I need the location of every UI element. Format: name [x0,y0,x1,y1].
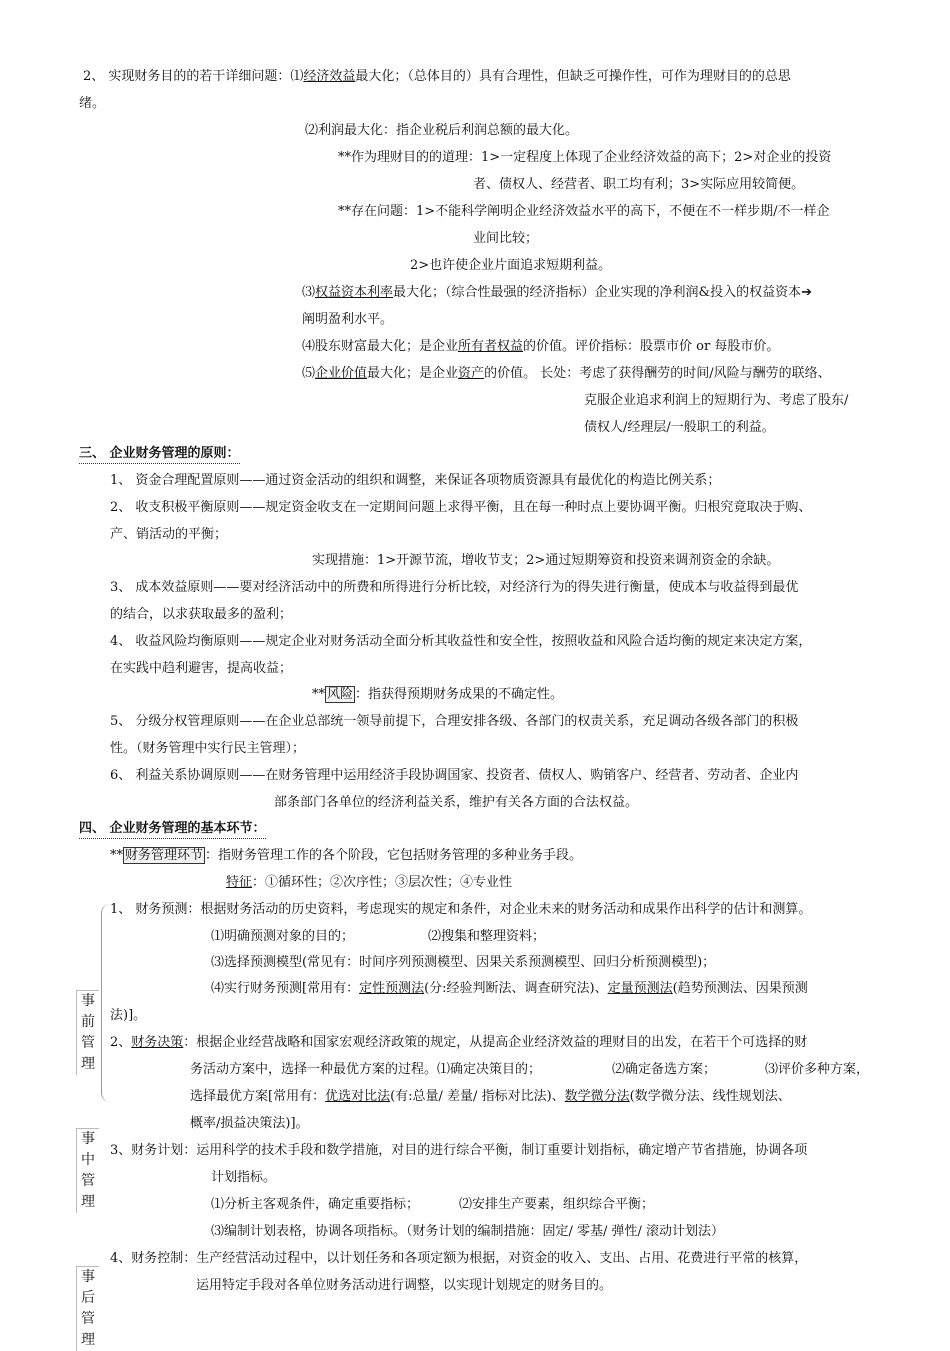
s3-p1: 1、 资金合理配置原则——通过资金活动的组织和调整，来保证各项物质资源具有最优化的构造比例关系； [110,473,721,488]
s4-item2: 2、财务决策：根据企业经营战略和国家宏观经济政策的规定，从提高企业经济效益的理财目的出发，在若干个可选择的财 [110,1035,808,1050]
pre-management-brace [101,904,110,1102]
post-management-label: 事 后 管 理 [76,1266,99,1351]
s2-line4: **作为理财目的的道理：1>一定程度上体现了企业经济效益的高下；2>对企业的投资 [338,150,832,165]
s3-p4b: 在实践中趋利避害，提高收益； [110,661,293,676]
s3-p2a: 2、 收支积极平衡原则——规定资金收支在一定期间问题上求得平衡，且在每一种时点上要协调平衡。归根究竟取决于购、 [110,500,812,515]
s4-definition: ** 财务管理环节 ：指财务管理工作的各个阶段，它包括财务管理的多种业务手段。 [110,848,583,863]
s4-item3: 3、财务计划：运用科学的技术手段和数学措施，对目的进行综合平衡，制订重要计划指标，确定增产节省措施，协调各项 [110,1143,808,1158]
pre-management-label: 事 前 管 理 [76,990,99,1075]
s3-p4c: ** 风险 ：指获得预期财务成果的不确定性。 [312,687,564,702]
s4-item3-step1: ⑴分析主客观条件，确定重要指标； [211,1197,420,1212]
s3-p5a: 5、 分级分权管理原则——在企业总部统一领导前提下，合理安排各级、各部门的权责关系，充足调动各级各部门的积极 [110,714,799,729]
mid-management-label: 事 中 管 理 [76,1128,99,1213]
s2-line14: 债权人/经理层/一般职工的利益。 [584,420,775,435]
s2-line8: 2>也许使企业片面追求短期利益。 [410,258,612,273]
s2-line13: 克服企业追求利润上的短期行为、考虑了股东/ [584,393,849,408]
s4-item2-line2c: ⑶评价多种方案， [765,1062,870,1077]
s4-item4: 4、财务控制：生产经营活动过程中，以计划任务和各项定额为根据，对资金的收入、支出、占用、花费进行平常的核算， [110,1251,808,1266]
s3-p5b: 性。（财务管理中实行民主管理）； [110,741,306,756]
s4-item2-line2a: 务活动方案中，选择一种最优方案的过程。⑴确定决策目的； [190,1062,542,1077]
s2-line12: ⑸企业价值最大化；是企业资产的价值。 长处：考虑了获得酬劳的时间/风险与酬劳的联络、 [302,366,831,381]
s3-p2c: 实现措施：1>开源节流，增收节支；2>通过短期筹资和投资来调剂资金的余缺。 [312,553,780,568]
s3-p6b: 部条部门各单位的经济利益关系，维护有关各方面的合法权益。 [274,795,639,810]
s4-item1-step1: ⑴明确预测对象的目的； [211,929,355,944]
s4-item2-line3: 选择最优方案[常用有：优选对比法(有:总量/ 差量/ 指标对比法)、数学微分法(数学微分法、线性规划法、 [190,1089,791,1104]
s4-item1: 1、 财务预测：根据财务活动的历史资料，考虑现实的规定和条件，对企业未来的财务活动和成果作出科学的估计和测算。 [110,902,812,917]
s4-item4-line2: 运用特定手段对各单位财务活动进行调整，以实现计划规定的财务目的。 [196,1278,613,1293]
s4-item3-step3: ⑶编制计划表格，协调各项指标。（财务计划的编制措施：固定/ 零基/ 弹性/ 滚动计划法） [211,1224,725,1239]
s2-line11: ⑷股东财富最大化；是企业所有者权益的价值。评价指标：股票市价 or 每股市价。 [302,339,780,354]
s4-item1-step2: ⑵搜集和整理资料； [428,929,546,944]
s4-item3-line2: 计划指标。 [211,1170,277,1185]
s4-item3-step2: ⑵安排生产要素，组织综合平衡； [459,1197,655,1212]
s4-item1-step4: ⑷实行财务预测[常用有：定性预测法(分:经验判断法、调查研究法)、定量预测法(趋势预测法、因果预测 [211,981,808,996]
s3-p2b: 产、销活动的平衡； [110,527,228,542]
section4-heading: 四、 企业财务管理的基本环节： [79,820,266,839]
s2-line2: 绪。 [79,96,106,111]
s3-p4a: 4、 收益风险均衡原则——规定企业对财务活动全面分析其收益性和安全性，按照收益和风险合适均衡的规定来决定方案， [110,634,812,649]
s3-p6a: 6、 利益关系协调原则——在财务管理中运用经济手段协调国家、投资者、债权人、购销客户、经营者、劳动者、企业内 [110,768,799,783]
s2-line9: ⑶权益资本利率最大化；（综合性最强的经济指标）企业实现的净利润&投入的权益资本➔ [302,285,812,300]
s2-line5: 者、债权人、经营者、职工均有利；3>实际应用较简便。 [473,177,805,192]
s3-p3b: 的结合，以求获取最多的盈利； [110,607,293,622]
section3-heading: 三、 企业财务管理的原则： [79,445,240,464]
s4-item1-step3: ⑶选择预测模型(常见有：时间序列预测模型、因果关系预测模型、回归分析预测模型)； [211,955,716,970]
s4-item2-line2b: ⑵确定备选方案； [612,1062,717,1077]
s3-p3a: 3、 成本效益原则——要对经济活动中的所费和所得进行分析比较，对经济行为的得失进行衡量，使成本与收益得到最优 [110,580,799,595]
s4-item2-line4: 概率/损益决策法)]。 [190,1116,309,1131]
s2-line10: 阐明盈利水平。 [302,312,394,327]
s4-features: 特征：①循环性；②次序性；③层次性；④专业性 [226,875,513,890]
s2-line3: ⑵利润最大化：指企业税后利润总额的最大化。 [305,123,579,138]
s2-line7: 业间比较； [473,231,539,246]
s4-item1-end: 法)]。 [110,1008,147,1023]
s2-line6: **存在问题：1>不能科学阐明企业经济效益水平的高下，不便在不一样步期/不一样企 [338,204,830,219]
s2-line1: 2、 实现财务目的的若干详细问题：⑴经济效益最大化；（总体目的）具有合理性，但缺乏可操作性，可作为理财目的的总思 [83,69,791,84]
